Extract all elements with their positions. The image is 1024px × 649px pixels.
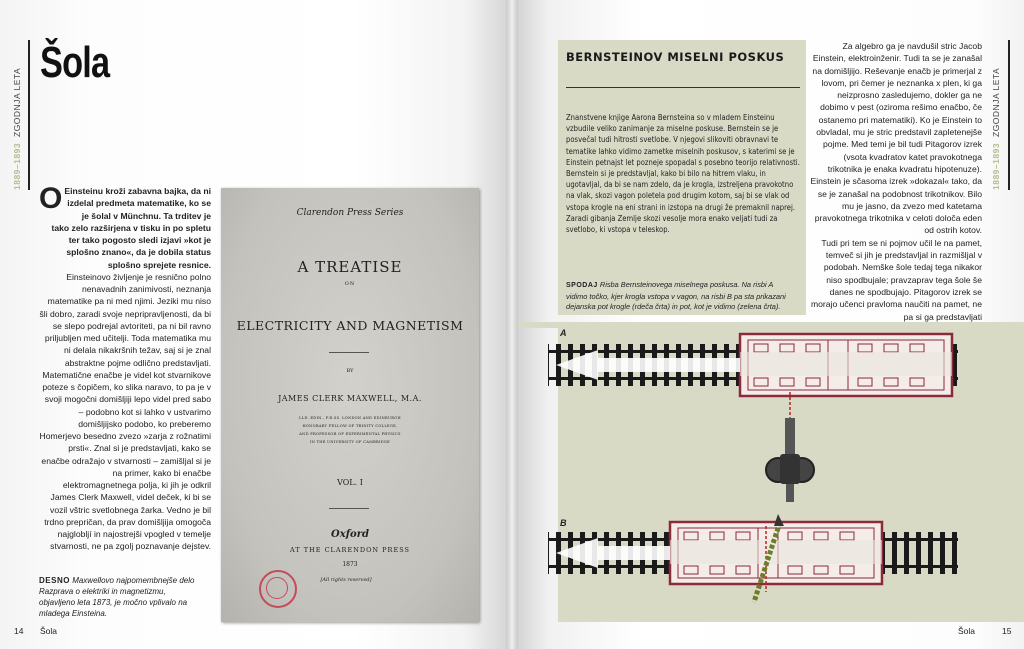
era-label: ZGODNJA LETA [991, 67, 1001, 137]
left-page [0, 0, 506, 649]
body-paragraph: Einsteinovo življenje je resnično polno nenavadnih zanimivosti, neznanja matematike pa ni med njimi. Jeziki mu niso šli dobro, zaradi svoje nepripravljenosti, da bi se slepo podrejal avtoriteti, pa ni bil ravno priljubljen med učitelji. Toda matematika mu ni delala nikakršnih težav, saj si je znal abstraktne pojme odlično predstavljati. Matematične enačbe je videl kot stvarnikove poteze s čopičem, ko slika naravo, to pa je v svoji mogočni domišljiji lepo videl pred sabo – podobno kot si lahko v ustvarimo domišljijsko podobo, ko preberemo Homerjevo besedno zvezo »zarja z rožnatimi prsti«. Znal si je predstavljati, kako se enačbe odražajo v stvarnosti – zamišljal si je na primer, kako bi enačbe elektromagnetnega polja, ki jih je odkril James Clerk Maxwell, videl deček, ki bi se vozil vštric svetlobnega žarka. Vedno je bil trdno prepričan, da prav domišljija omogoča najglobljí in najostrejši vpogled v temelje stvarnosti, ne pa zgolj poznavanje dejstev. [39, 271, 211, 552]
body-column-right [810, 40, 982, 323]
book-credentials: HONORARY FELLOW OF TRINITY COLLEGE, [302, 424, 398, 428]
years-label: 1889–1893 [12, 142, 22, 190]
book-press: AT THE CLARENDON PRESS [290, 546, 410, 554]
diagram-label-a: A [560, 328, 567, 338]
book-credentials: IN THE UNIVERSITY OF CAMBRIDGE [309, 440, 391, 444]
book-author: JAMES CLERK MAXWELL, M.A. [278, 394, 422, 403]
footer-label-right: Šola [958, 626, 976, 636]
sidebar-title-rule [566, 87, 800, 88]
body-column-left [39, 182, 211, 553]
diagram-label-b: B [560, 518, 567, 528]
era-label: ZGODNJA LETA [12, 67, 22, 137]
years-label: 1889–1893 [991, 142, 1001, 190]
vertical-rule [28, 40, 30, 190]
lead-paragraph [39, 182, 211, 271]
right-page [518, 0, 1024, 649]
caption-head: SPODAJ [566, 282, 598, 289]
lead-text: Einsteinu kroži zabavna bajka, da ni izdelal predmeta matematike, ko se je šolal v Münchnu. Ta trditev je tako zelo razširjena v tisku in po spletu ter tako pogosto sledi izjavi »kot je splošno znano«, da je dobila status splošno sprejete resnice. [51, 186, 211, 270]
page-number-left: 14 [14, 626, 24, 636]
book-cover-image [221, 188, 479, 622]
book-credentials: LLD. EDIN., F.R.SS. LONDON AND EDINBURGH [299, 416, 401, 420]
vertical-rule [1008, 40, 1010, 190]
body-paragraph: Tudi pri tem se ni pojmov učil le na pamet, temveč si jih je predstavljal in razmišljal v podobah. Nemške šole tedaj tega nikakor niso spodbujale; pravzaprav tega šole še danes ne spodbujajo. Pitagorov izrek se morajo učenci pravloma naučiti na pamet, ne pa si ga predstavljati [810, 237, 982, 322]
caption-text: Maxwellovo najpomembnejše delo Razprava o elektriki in magnetizmu, objavljeno leta 1873, je močno vplivalo na mladega Einsteina. [39, 576, 195, 618]
book-volume: VOL. I [337, 478, 363, 487]
book-title-line2: ELECTRICITY AND MAGNETISM [236, 318, 464, 333]
body-paragraph: Za algebro ga je navdušil stric Jacob Einstein, elektroinženir. Tudi ta se je zanašal na domišljijo. Reševanje enačb je primerjal z lovom, pri čemer je neznanka x plen, ki ga neizprosno zasledujemo, dokler ga ne dobimo v pest (oziroma rešimo enačbo, če ostanemo pri matematiki). Ko je Einstein to obvladal, mu je stric predstavil zapletenejše pojme. Med temi je bil tudi Pitagorov izrek (vsota kvadratov katet pravokotnega trikotnika je enaka kvadratu hipotenuze). Einstein je sčasoma izrek »dokazal« tako, da se je zanašal na podobnost trikotnikov. Bilo mu je jasno, da zvezo med katetama pravokotnega trikotnika v celoti določa eden od ostrih kotov. [810, 41, 982, 236]
page-number-right: 15 [1002, 626, 1012, 636]
sidebar-text: Znanstvene knjige Aarona Bernsteina so v mladem Einsteinu vzbudile veliko zanimanje za miselne poskuse. Bernstein se je posvečal tudi hitrosti svetlobe. V njegovi slikoviti obravnavi te tematike lahko vidimo zametke miselnih poskusov, s katerimi se je Einstein petnajst let pozneje spopadal s posebno teorijo relativnosti. Bernstein si je predstavljal, kako bi bilo na hitrem vlaku, in ugotavljal, da bi se nam zdelo, da je krogla, izstreljena pravokotno na vlak, skozi vagon poletela pod drugim kotom, saj bi se vlak od vstopa krogle na eni strani in izstopa na drugi že premaknil naprej. Zaradi gibanja Zemlje skozi vesolje mora enako veljati tudi za svetlobo, ki vstopa v teleskop. [566, 113, 800, 235]
chapter-title: Šola [40, 38, 110, 87]
gutter [506, 0, 518, 649]
sidebar-title: BERNSTEINOV MISELNI POSKUS [566, 50, 785, 64]
diagram-svg [518, 322, 1024, 622]
caption-head: DESNO [39, 576, 70, 585]
book-place: Oxford [331, 529, 369, 540]
book-by: BY [346, 368, 354, 374]
bernstein-diagram [518, 322, 1024, 622]
footer-label-left: Šola [40, 626, 58, 636]
dropcap: O [39, 182, 63, 215]
sidebar-box [558, 40, 806, 315]
caption-text: Risba Bernsteinovega miselnega poskusa. Na risbi A vidimo točko, kjer krogla vstopa v vagon, na risbi B pa sta prikazani dejanska pot krogle (rdeča črta) in pot, kot je vidimo (zelena črta). [566, 280, 786, 312]
library-stamp-icon [259, 570, 297, 608]
book-title-line1: A TREATISE [297, 258, 403, 276]
book-on: ON [344, 281, 356, 287]
train-car-b [670, 522, 882, 584]
era-label-right [991, 40, 1001, 190]
caption-right [566, 280, 796, 313]
book-series: Clarendon Press Series [296, 208, 404, 218]
era-label-left [12, 40, 22, 190]
book-year: 1873 [342, 561, 358, 568]
caption-left [39, 575, 199, 619]
book-rights: [All rights reserved] [320, 577, 372, 583]
train-car-a [740, 334, 952, 396]
book-credentials: AND PROFESSOR OF EXPERIMENTAL PHYSICS [299, 432, 401, 436]
